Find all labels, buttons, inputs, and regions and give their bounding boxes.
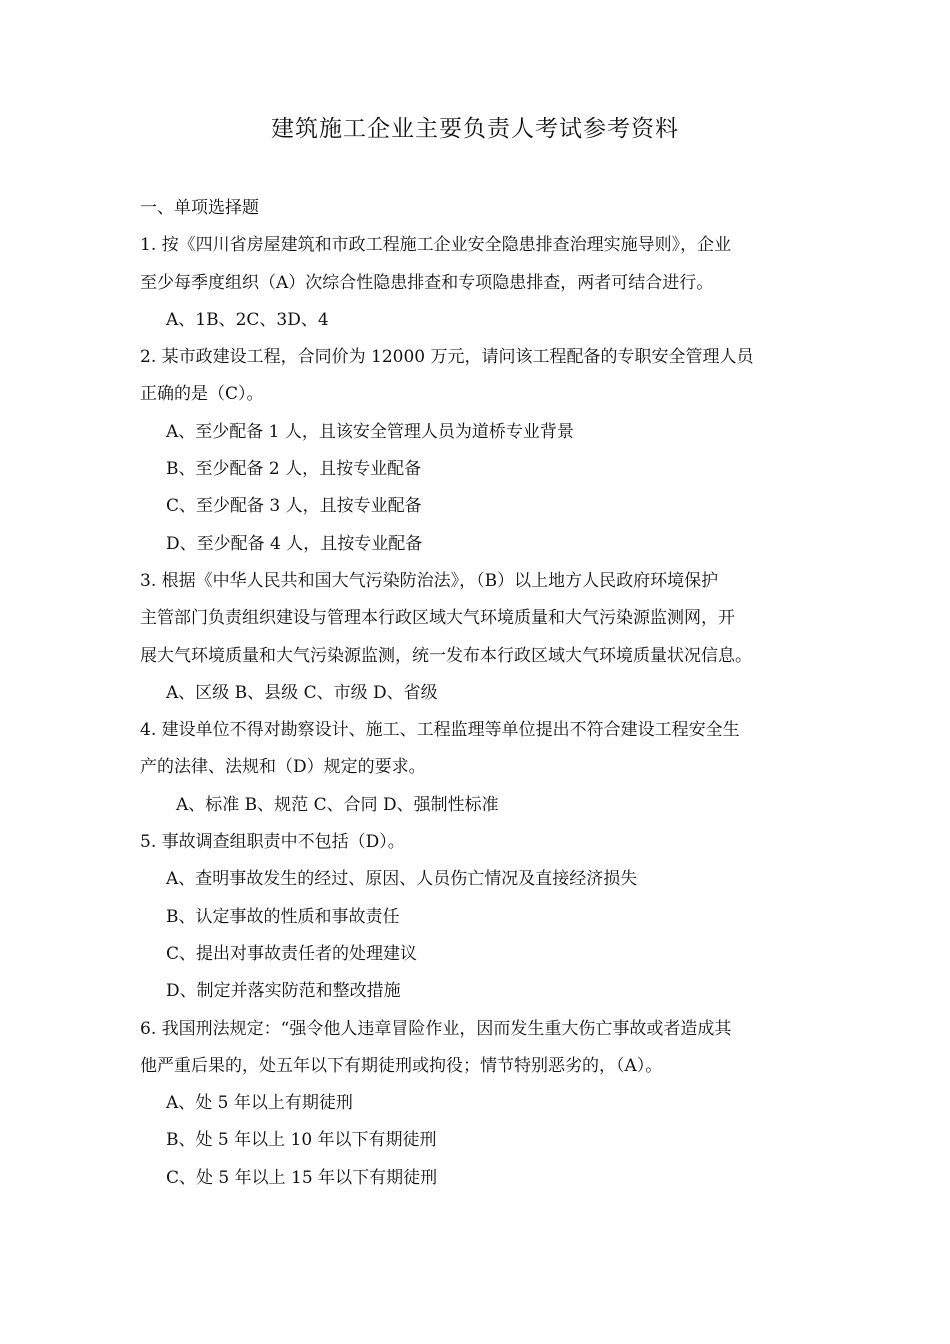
document-body <box>140 190 830 1197</box>
question-5 <box>140 824 830 1010</box>
answer-option: C、提出对事故责任者的处理建议 <box>166 943 418 964</box>
answer-option: C、处 5 年以上 15 年以下有期徒刑 <box>166 1167 438 1188</box>
question-text-line: 展大气环境质量和大气污染源监测，统一发布本行政区域大气环境质量状况信息。 <box>140 645 752 666</box>
question-4 <box>140 712 830 824</box>
answer-option: B、处 5 年以上 10 年以下有期徒刑 <box>166 1130 437 1151</box>
question-text-line: 1. 按《四川省房屋建筑和市政工程施工企业安全隐患排查治理实施导则》，企业 <box>140 235 732 256</box>
question-text-line: 4. 建设单位不得对勘察设计、施工、工程监理等单位提出不符合建设工程安全生 <box>140 720 740 741</box>
section-heading: 一、单项选择题 <box>140 198 259 218</box>
page-title: 建筑施工企业主要负责人考试参考资料 <box>271 116 679 142</box>
question-6 <box>140 1011 830 1197</box>
answer-options: A、标准 B、规范 C、合同 D、强制性标准 <box>176 794 499 815</box>
answer-option: B、认定事故的性质和事故责任 <box>166 906 400 927</box>
question-text-line: 至少每季度组织（A）次综合性隐患排查和专项隐患排查，两者可结合进行。 <box>140 272 714 293</box>
question-text-line: 正确的是（C）。 <box>140 384 264 405</box>
question-1 <box>140 227 830 339</box>
answer-option: D、制定并落实防范和整改措施 <box>166 981 401 1002</box>
question-text-line: 主管部门负责组织建设与管理本行政区域大气环境质量和大气污染源监测网，开 <box>140 608 735 629</box>
question-text-line: 他严重后果的，处五年以下有期徒刑或拘役；情节特别恶劣的，（A）。 <box>140 1055 663 1076</box>
question-text-line: 5. 事故调查组职责中不包括（D）。 <box>140 832 405 853</box>
question-text-line: 产的法律、法规和（D）规定的要求。 <box>140 757 426 778</box>
question-text-line: 2. 某市政建设工程，合同价为 12000 万元，请问该工程配备的专职安全管理人员 <box>140 347 754 368</box>
question-text-line: 3. 根据《中华人民共和国大气污染防治法》，（B）以上地方人民政府环境保护 <box>140 570 719 591</box>
answer-option: A、查明事故发生的经过、原因、人员伤亡情况及直接经济损失 <box>166 869 638 890</box>
answer-options: A、1B、2C、3D、4 <box>166 309 329 330</box>
answer-options: A、区级 B、县级 C、市级 D、省级 <box>166 682 438 703</box>
question-2 <box>140 339 830 563</box>
answer-option: D、至少配备 4 人，且按专业配备 <box>166 533 423 554</box>
question-3 <box>140 563 830 712</box>
question-text-line: 6. 我国刑法规定：“强令他人违章冒险作业，因而发生重大伤亡事故或者造成其 <box>140 1018 732 1039</box>
answer-option: C、至少配备 3 人，且按专业配备 <box>166 496 422 517</box>
answer-option: A、处 5 年以上有期徒刑 <box>166 1093 353 1114</box>
answer-option: B、至少配备 2 人，且按专业配备 <box>166 459 422 480</box>
answer-option: A、至少配备 1 人，且该安全管理人员为道桥专业背景 <box>166 421 574 442</box>
